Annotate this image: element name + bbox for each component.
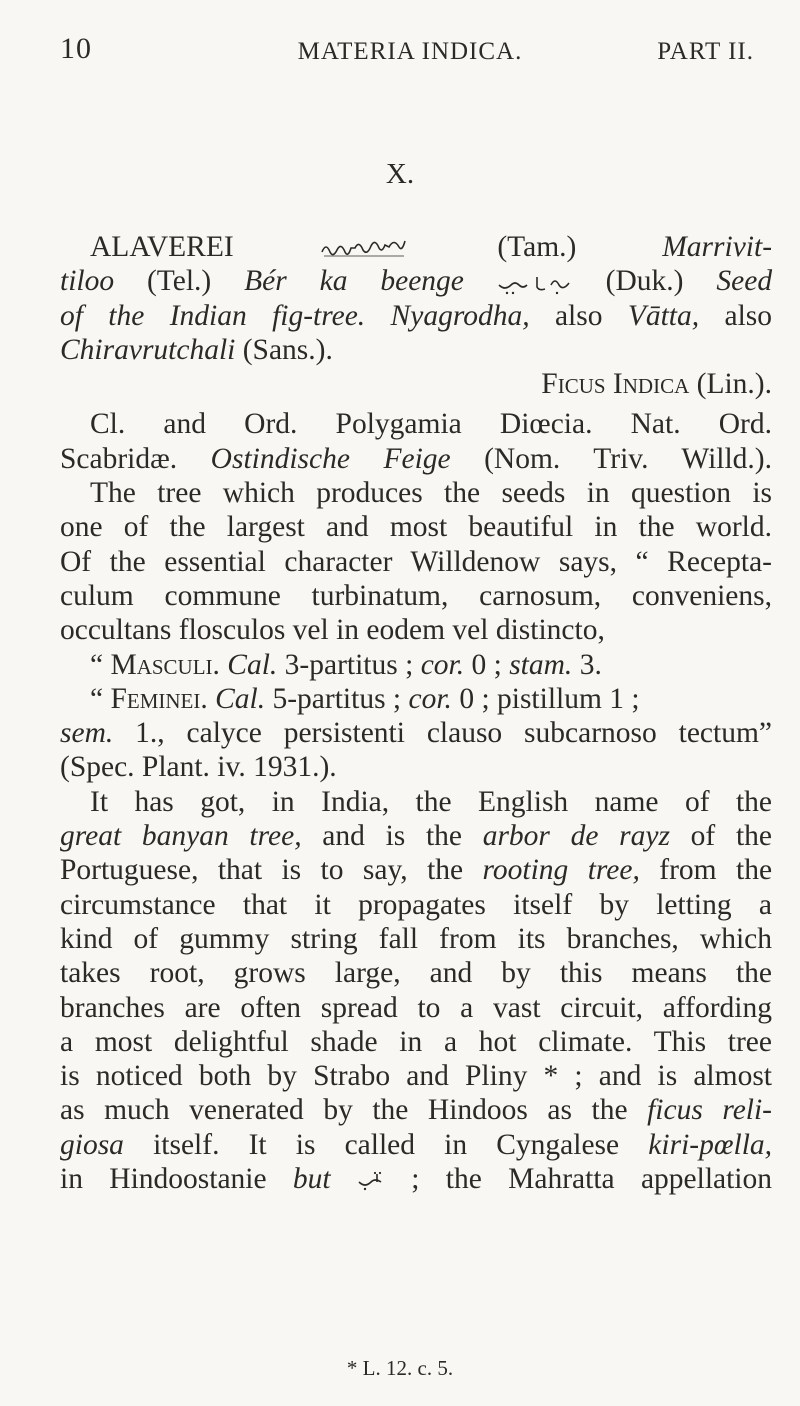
- text-line: Scabridæ. Ostindische Feige (Nom. Triv. Willd.).: [60, 442, 773, 475]
- dukhni-name: Bér ka beenge: [244, 265, 464, 298]
- seed-word: Seed: [716, 265, 773, 298]
- text-line: sem. 1., calyce persistenti clauso subcarnoso tectum”: [60, 717, 773, 750]
- text-line: [60, 333, 772, 367]
- text-line: circumstance that it propagates itself by letting a: [60, 888, 772, 921]
- footnote: * L. 12. c. 5.: [346, 1356, 454, 1380]
- linnaean-name: Ficus Indica: [541, 368, 690, 401]
- sanskrit-name-1: Nyagrodha,: [390, 299, 530, 332]
- text-line: Cl. and Ord. Polygamia Diœcia. Nat. Ord.: [90, 408, 772, 441]
- telugu-name-cont: tiloo: [60, 265, 115, 298]
- linnaean-tag: (Lin.).: [696, 368, 772, 401]
- text-line: It has got, in India, the English name of the: [90, 785, 772, 818]
- text-line: occultans flosculos vel in eodem vel distincto,: [60, 614, 605, 647]
- section-number: X.: [385, 158, 415, 190]
- text-line: Portuguese, that is to say, the rooting tree, from the: [60, 854, 773, 887]
- text-line: one of the largest and most beautiful in the world.: [60, 511, 772, 544]
- telugu-tag: (Tel.): [146, 265, 212, 298]
- part-label: PART II.: [657, 38, 754, 65]
- body-text: [60, 230, 772, 1196]
- text-line: in Hindoostanie but ; the Mahratta appellation: [60, 1163, 773, 1196]
- text-line: branches are often spread to a vast circuit, affording: [60, 991, 772, 1024]
- sanskrit-name-2: Vātta,: [627, 299, 700, 332]
- sanskrit-name-3: Chiravrutchali: [60, 333, 236, 366]
- text-line: giosa itself. It is called in Cyngalese kiri-pœlla,: [60, 1128, 773, 1161]
- tamil-name: ALAVEREI: [90, 231, 234, 263]
- english-name: of the Indian fig-tree.: [60, 299, 366, 332]
- text-line: takes root, grows large, and by this means the: [60, 957, 772, 990]
- text-line: a most delightful shade in a hot climate. This tree: [60, 1025, 772, 1058]
- running-title: MATERIA INDICA.: [297, 38, 523, 65]
- hindustani-script-glyphs: [357, 1170, 385, 1192]
- text-line: is noticed both by Strabo and Pliny * ; and is almost: [60, 1060, 772, 1093]
- text-line: [60, 230, 772, 264]
- text-line: (Spec. Plant. iv. 1931.).: [60, 751, 337, 784]
- page-number: 10: [60, 32, 92, 65]
- tamil-tag: (Tam.): [497, 231, 577, 263]
- text-line: “ Feminei. Cal. 5-partitus ; cor. 0 ; pistillum 1 ;: [90, 682, 640, 715]
- running-header: [60, 32, 760, 72]
- text-line: culum commune turbinatum, carnosum, conveniens,: [60, 579, 772, 612]
- text-line: great banyan tree, and is the arbor de rayz of the: [60, 820, 772, 853]
- text-line: The tree which produces the seeds in question is: [90, 477, 772, 510]
- persian-script-glyphs: [497, 271, 573, 297]
- text-line: as much venerated by the Hindoos as the ficus reli-: [60, 1094, 773, 1127]
- text-line: [60, 264, 772, 298]
- text-line: [60, 367, 772, 401]
- text-line: Of the essential character Willdenow says, “ Recepta-: [60, 545, 772, 578]
- tamil-script-glyphs: [320, 238, 412, 260]
- text-line: of the Indian fig-tree. Nyagrodha, also Vātta, also: [60, 299, 773, 332]
- sanskrit-tag: (Sans.).: [242, 333, 333, 366]
- telugu-name: Marrivit-: [662, 231, 773, 263]
- text-line: “ Masculi. Cal. 3-partitus ; cor. 0 ; stam. 3.: [90, 648, 602, 681]
- dukhni-tag: (Duk.): [605, 265, 684, 298]
- text-line: kind of gummy string fall from its branches, which: [60, 922, 772, 955]
